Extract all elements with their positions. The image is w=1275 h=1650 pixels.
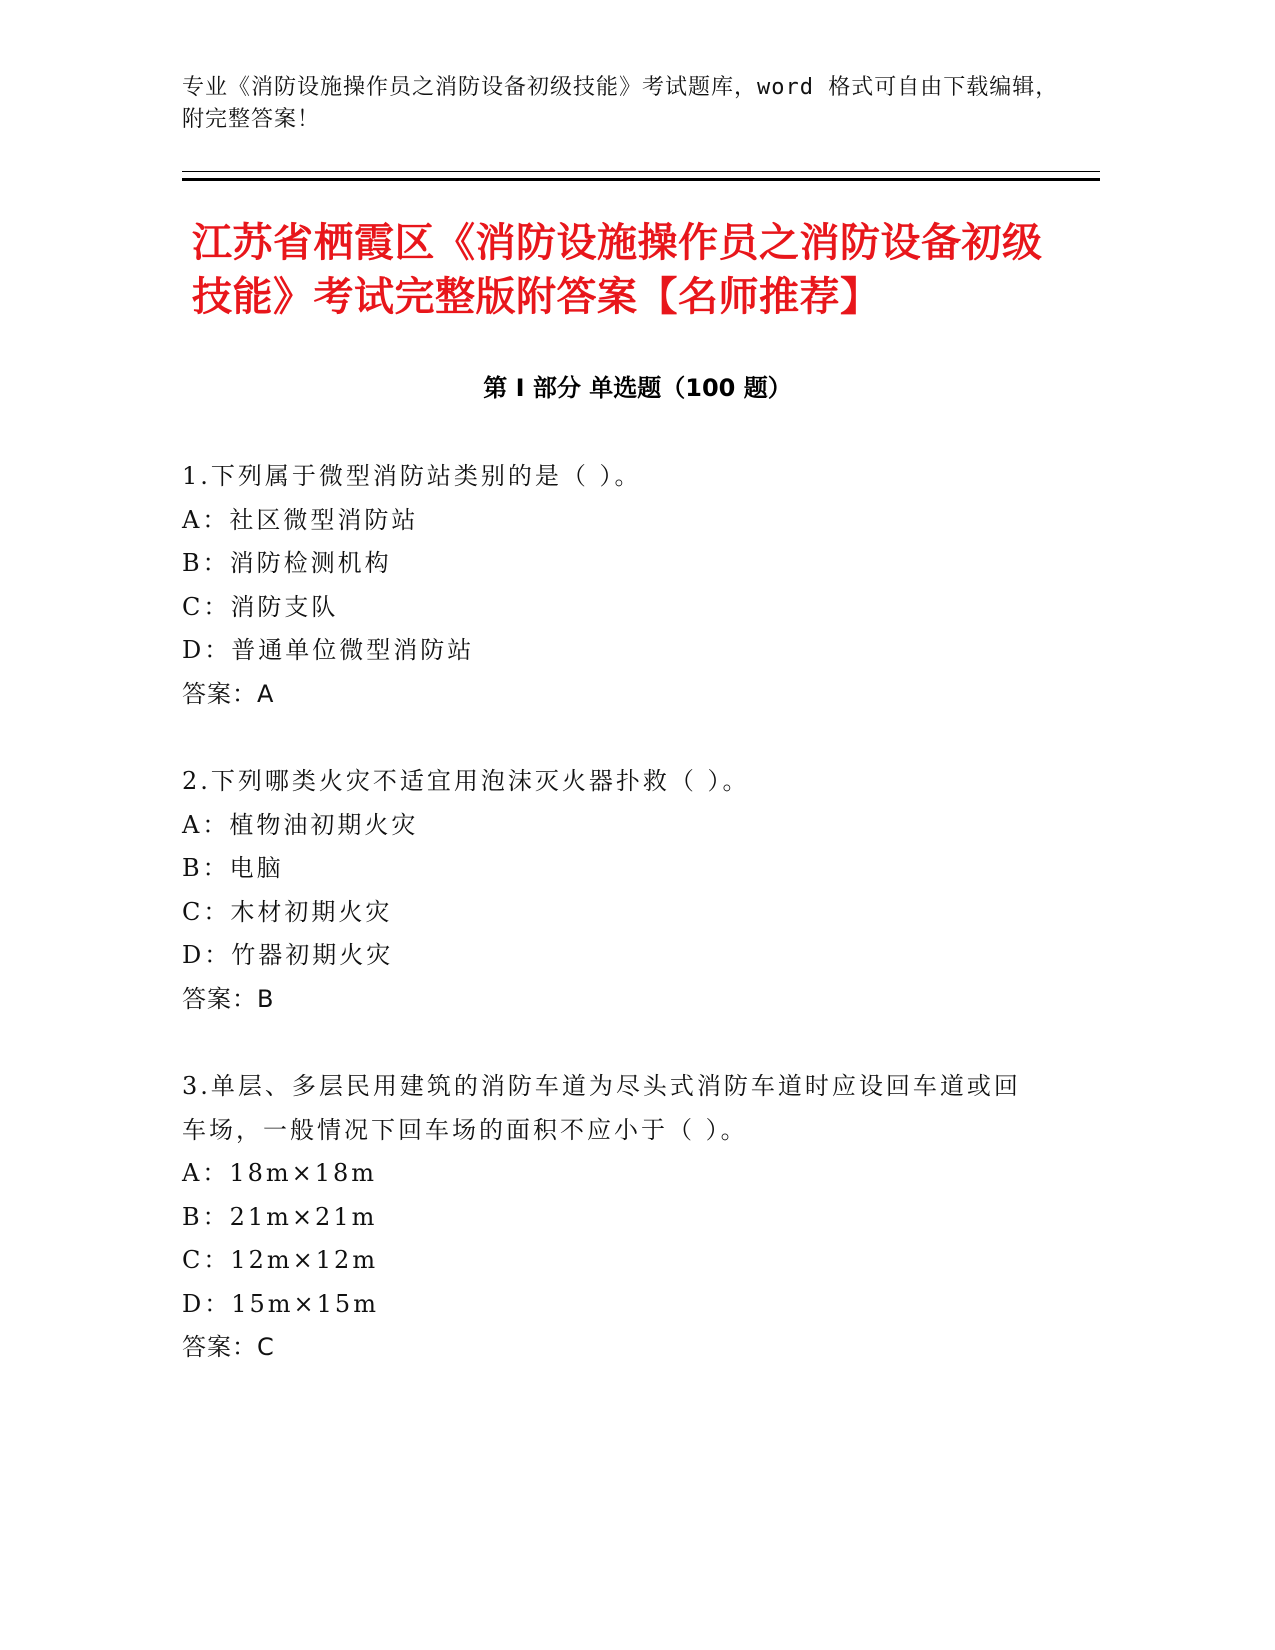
option-text: 电脑 [229, 854, 284, 882]
question-2 [182, 760, 1042, 1021]
option-c [182, 891, 1042, 935]
section-heading: 第 I 部分 单选题（100 题） [483, 374, 792, 402]
option-d [182, 629, 1042, 673]
option-text: 21m×21m [229, 1202, 378, 1231]
option-letter: D： [182, 636, 232, 664]
option-text: 木材初期火灾 [230, 897, 393, 926]
option-letter: B： [182, 1202, 230, 1231]
option-letter: A： [182, 505, 230, 534]
option-letter: C： [182, 897, 231, 926]
option-text: 消防检测机构 [229, 549, 392, 577]
option-a [182, 499, 1042, 543]
document-title: 江苏省栖霞区《消防设施操作员之消防设备初级技能》考试完整版附答案【名师推荐】 [192, 220, 1043, 320]
option-text: 社区微型消防站 [229, 505, 419, 534]
answer-line: 答案：B [182, 984, 275, 1013]
option-b [182, 847, 1042, 891]
option-b [182, 1196, 1042, 1240]
question-stem: 1.下列属于微型消防站类别的是（ ）。 [182, 462, 642, 490]
option-text: 15m×15m [231, 1289, 379, 1318]
option-a [182, 804, 1042, 848]
answer-line: 答案：C [182, 1333, 275, 1361]
option-text: 竹器初期火灾 [231, 941, 394, 969]
option-letter: B： [182, 854, 230, 882]
option-text: 消防支队 [230, 592, 339, 621]
option-letter: C： [182, 592, 231, 621]
question-stem: 3.单层、多层民用建筑的消防车道为尽头式消防车道时应设回车道或回车场，一般情况下回车场的面积不应小于（ ）。 [182, 1072, 1021, 1144]
option-letter: B： [182, 549, 230, 577]
option-c [182, 586, 1042, 630]
option-letter: C： [182, 1246, 231, 1274]
question-3 [182, 1065, 1042, 1370]
option-text: 18m×18m [229, 1159, 378, 1187]
option-letter: D： [182, 941, 232, 969]
question-list [182, 455, 1042, 1414]
option-letter: A： [182, 810, 230, 839]
option-text: 12m×12m [230, 1246, 379, 1274]
question-1 [182, 455, 1042, 716]
answer-line: 答案：A [182, 679, 275, 708]
option-d [182, 934, 1042, 978]
option-b [182, 542, 1042, 586]
option-letter: D： [182, 1289, 232, 1318]
option-letter: A： [182, 1159, 230, 1187]
header-note: 专业《消防设施操作员之消防设备初级技能》考试题库，word 格式可自由下载编辑，附完整答案！ [182, 75, 1059, 132]
option-a [182, 1152, 1042, 1196]
option-d [182, 1283, 1042, 1327]
option-c [182, 1239, 1042, 1283]
header-divider-thin [182, 171, 1100, 172]
header-divider-thick [182, 178, 1100, 181]
question-stem: 2.下列哪类火灾不适宜用泡沫灭火器扑救（ ）。 [182, 767, 750, 795]
option-text: 植物油初期火灾 [229, 810, 419, 839]
option-text: 普通单位微型消防站 [231, 636, 475, 664]
